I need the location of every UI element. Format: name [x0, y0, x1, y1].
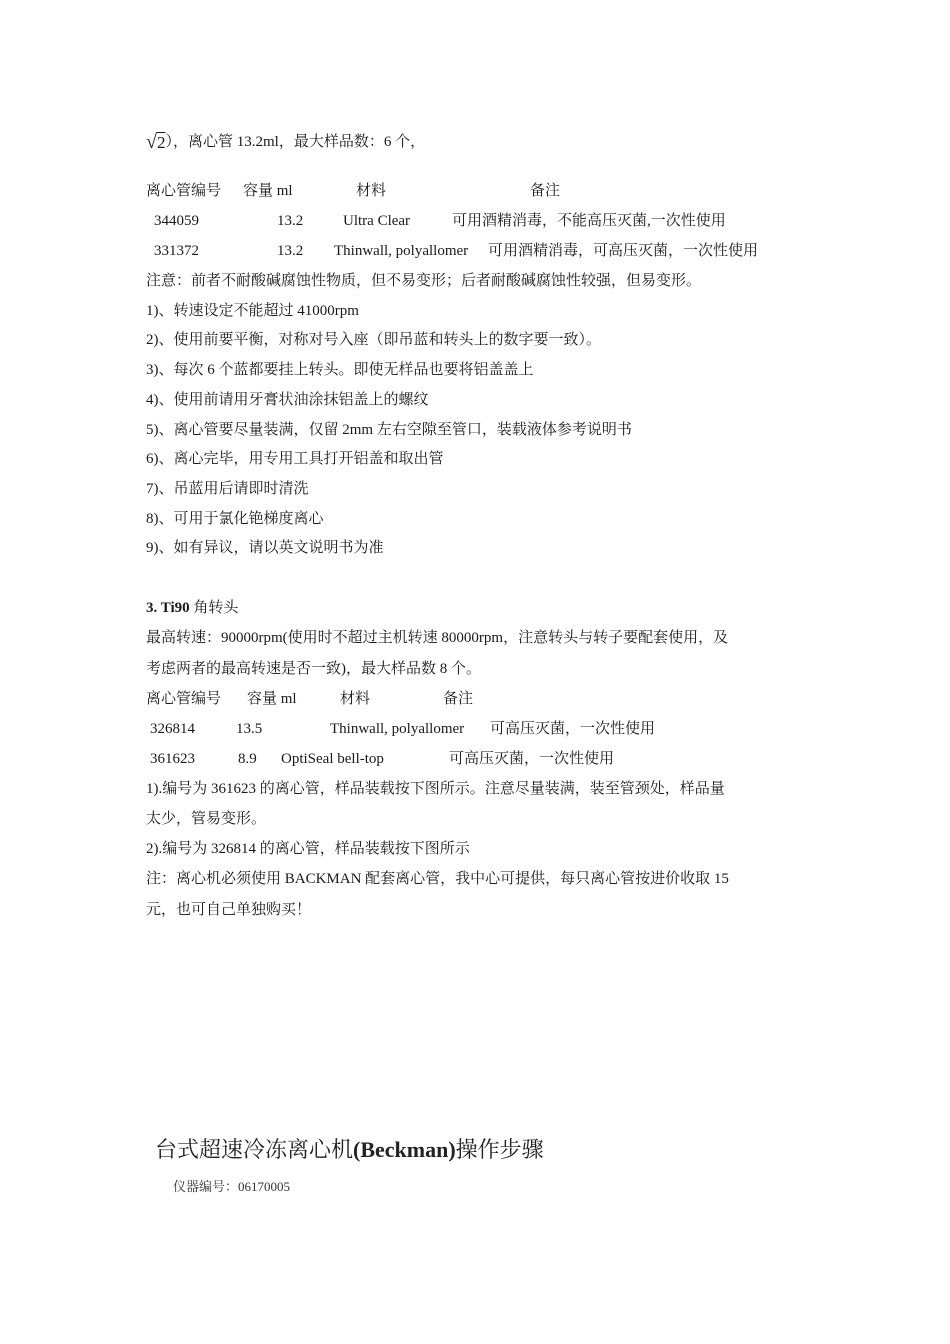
table-cell-id: 331372	[154, 243, 199, 259]
table-header-id: 离心管编号	[146, 183, 222, 199]
table-cell-volume: 13.5	[236, 721, 263, 737]
instrument-number: 仪器编号：06170005	[173, 1179, 291, 1194]
table-cell-id: 344059	[154, 213, 199, 229]
table-cell-volume: 13.2	[277, 213, 304, 229]
section3-speed-line: 考虑两者的最高转速是否一致)，最大样品数 8 个。	[146, 661, 481, 677]
section2-note: 注意：前者不耐酸碱腐蚀性物质，但不易变形；后者耐酸碱腐蚀性较强，但易变形。	[146, 273, 702, 289]
table-header-id: 离心管编号	[146, 691, 222, 707]
list-item: 8)、可用于氯化铯梯度离心	[146, 511, 324, 527]
section2-intro: √2），离心管 13.2ml，最大样品数：6 个，	[146, 131, 426, 153]
list-item: 9)、如有异议，请以英文说明书为准	[146, 540, 384, 556]
section3-heading: 3. Ti90 角转头	[146, 600, 239, 616]
list-item: 3)、每次 6 个蓝都要挂上转头。即使无样品也要将铝盖盖上	[146, 362, 534, 378]
table-cell-material: Ultra Clear	[343, 213, 411, 229]
table-header-material: 材料	[356, 183, 387, 199]
table-header-volume: 容量 ml	[243, 183, 293, 199]
section3-note: 元，也可自己单独购买！	[146, 902, 312, 918]
table-cell-id: 361623	[150, 751, 195, 767]
list-item: 7)、吊蓝用后请即时清洗	[146, 481, 309, 497]
table-cell-material: OptiSeal bell-top	[281, 751, 384, 767]
table-cell-note: 可用酒精消毒，可高压灭菌，一次性使用	[488, 243, 759, 259]
table-cell-material: Thinwall, polyallomer	[330, 721, 465, 737]
list-item: 2)、使用前要平衡，对称对号入座（即吊蓝和转头上的数字要一致）。	[146, 332, 601, 348]
page-title: 台式超速冷冻离心机(Beckman)操作步骤	[155, 1137, 544, 1162]
section3-paragraph: 1).编号为 361623 的离心管，样品装载按下图所示。注意尽量装满，装至管颈处，样品量	[146, 781, 725, 797]
table-cell-material: Thinwall, polyallomer	[334, 243, 469, 259]
list-item: 6)、离心完毕，用专用工具打开铝盖和取出管	[146, 451, 444, 467]
list-item: 4)、使用前请用牙膏状油涂抹铝盖上的螺纹	[146, 392, 429, 408]
list-item: 5)、离心管要尽量装满，仅留 2mm 左右空隙至管口，装载液体参考说明书	[146, 422, 632, 438]
section3-speed-line: 最高转速：90000rpm(使用时不超过主机转速 80000rpm，注意转头与转子要配套使用，及	[146, 630, 729, 646]
list-item: 1)、转速设定不能超过 41000rpm	[146, 303, 359, 319]
section3-note: 注：离心机必须使用 BACKMAN 配套离心管，我中心可提供，每只离心管按进价收取 15	[146, 871, 729, 887]
sqrt-symbol: √2	[146, 131, 166, 153]
table-header-volume: 容量 ml	[247, 691, 297, 707]
table-cell-note: 可高压灭菌，一次性使用	[490, 721, 656, 737]
table-header-note: 备注	[530, 183, 561, 199]
table-cell-id: 326814	[150, 721, 195, 737]
table-cell-note: 可高压灭菌，一次性使用	[449, 751, 615, 767]
table-cell-volume: 8.9	[238, 751, 257, 767]
section3-paragraph: 太少，管易变形。	[146, 811, 267, 827]
section3-paragraph: 2).编号为 326814 的离心管，样品装载按下图所示	[146, 841, 470, 857]
table-header-material: 材料	[340, 691, 371, 707]
table-cell-volume: 13.2	[277, 243, 304, 259]
table-header-note: 备注	[443, 691, 474, 707]
table-cell-note: 可用酒精消毒，不能高压灭菌,一次性使用	[452, 213, 726, 229]
